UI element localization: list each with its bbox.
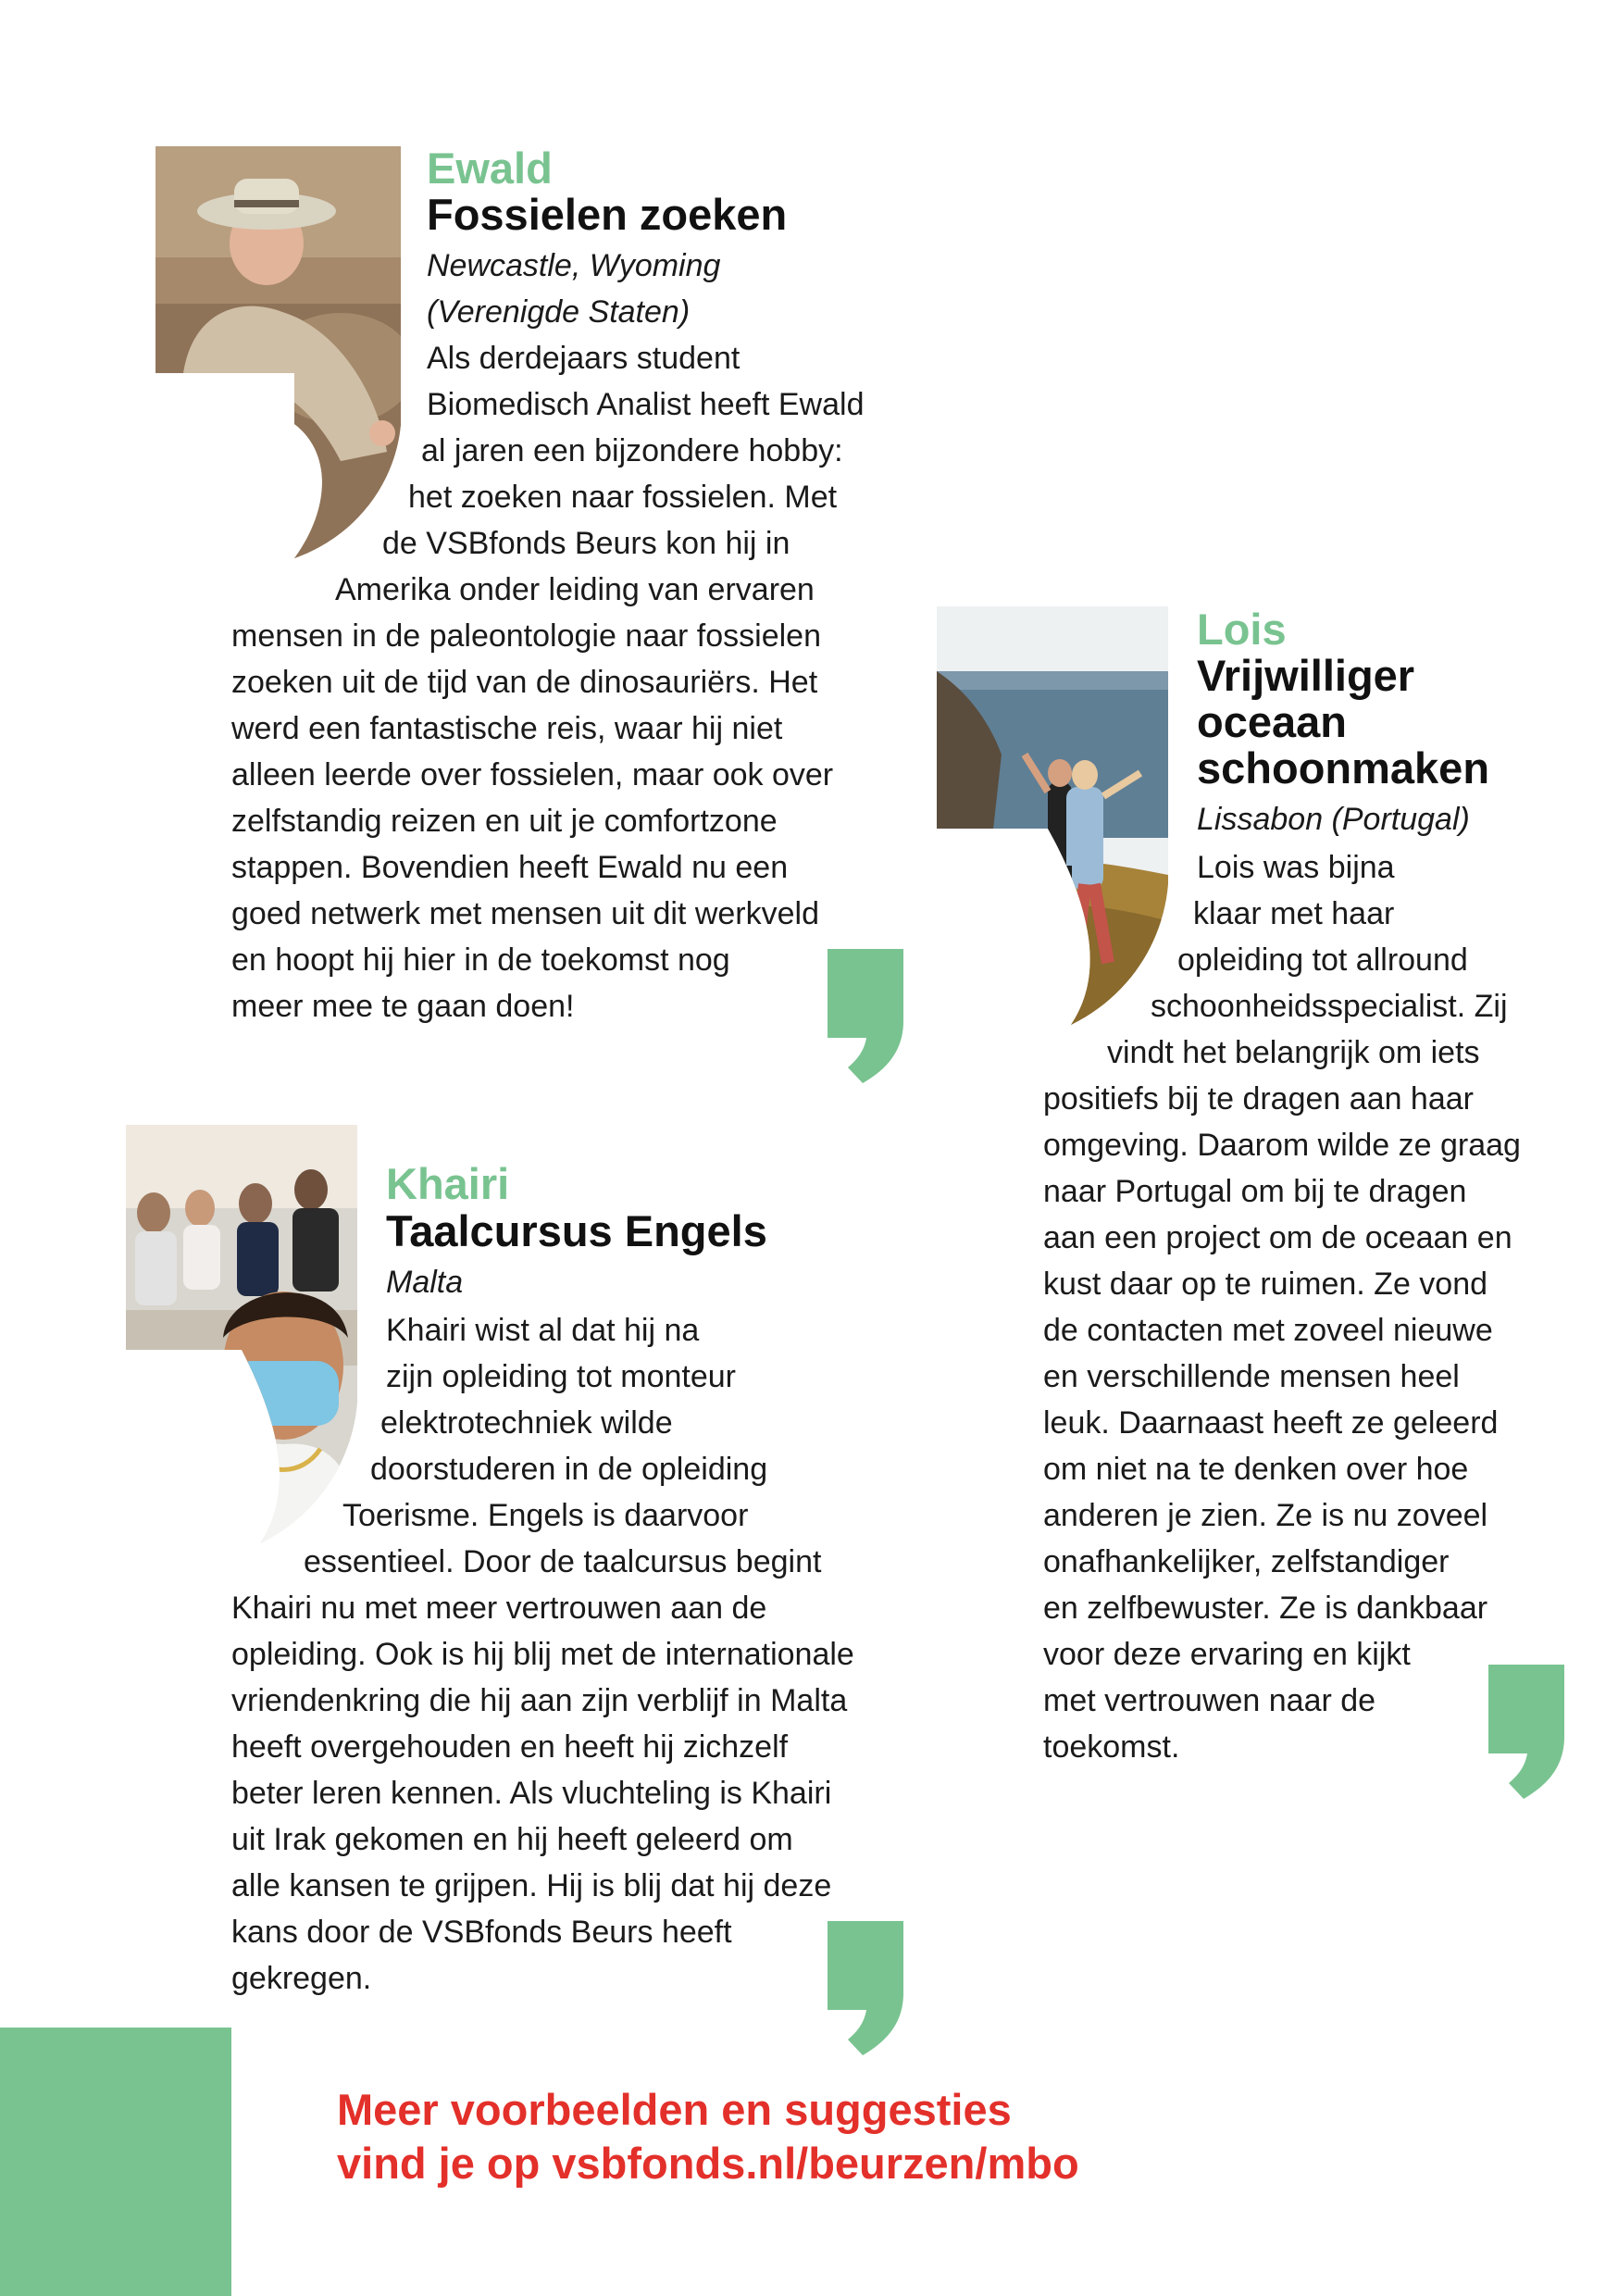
- cta-line-1: Meer voorbeelden en suggesties: [337, 2085, 1012, 2134]
- khairi-body: Khairi wist al dat hij na zijn opleiding tot monteur elektrotechniek wilde doorstuderen in de opleiding Toerisme. Engels is daarvoor essentieel. Door de taalcursus begint Khairi nu met meer vertrouwen aan de opleiding. Ook is hij blij met de internationale vriendenkring die hij aan zijn verblijf in Malta heeft overgehouden en heeft hij zichzelf beter leren kennen. Als vluchteling is Khairi uit Irak gekomen en hij heeft geleerd om alle kansen te grijpen. Hij is blij dat hij deze kans door de VSBfonds Beurs heeft gekregen.: [231, 1313, 854, 1996]
- lois-body: Lois was bijna klaar met haar opleiding tot allround schoonheidsspecialist. Zij vindt het belangrijk om iets positiefs bij te dragen aan haar omgeving. Daarom wilde ze graag naar Portugal om bij te dragen aan een project om de oceaan en kust daar op te ruimen. Ze vond de contacten met zoveel nieuwe en verschillende mensen heel leuk. Daarnaast heeft ze geleerd om niet na te denken over hoe anderen je zien. Ze is nu zoveel onafhankelijker, zelfstandiger en zelfbewuster. Ze is dankbaar voor deze ervaring en kijkt met vertrouwen naar de toekomst.: [1043, 850, 1521, 1765]
- khairi-title: Taalcursus Engels: [386, 1206, 767, 1255]
- green-corner-block: [0, 2028, 231, 2296]
- lois-name: Lois: [1197, 605, 1287, 654]
- ewald-title: Fossielen zoeken: [427, 190, 788, 239]
- cta-link[interactable]: vind je op vsbfonds.nl/beurzen/mbo: [337, 2139, 1079, 2188]
- khairi-location: Malta: [386, 1265, 464, 1300]
- quote-mark-icon: [1485, 1665, 1568, 1799]
- lois-location: Lissabon (Portugal): [1197, 802, 1470, 837]
- khairi-name: Khairi: [386, 1159, 510, 1208]
- quote-mark-icon: [824, 1921, 907, 2055]
- ewald-name: Ewald: [427, 144, 553, 193]
- ewald-body: Als derdejaars student Biomedisch Analist heeft Ewald al jaren een bijzondere hobby: het zoeken naar fossielen. Met de VSBfonds Beurs kon hij in Amerika onder leiding van ervaren mensen in de paleontologie naar fossielen zoeken uit de tijd van de dinosauriërs. Het werd een fantastische reis, waar hij niet alleen leerde over fossielen, maar ook over zelfstandig reizen en uit je comfortzone stappen. Bovendien heeft Ewald nu een goed netwerk met mensen uit dit werkveld en hoopt hij hier in de toekomst nog meer mee te gaan doen!: [231, 341, 865, 1024]
- cta-text: [337, 2083, 1079, 2190]
- lois-title: Vrijwilliger oceaan schoonmaken: [1197, 651, 1490, 792]
- ewald-location: Newcastle, Wyoming (Verenigde Staten): [427, 248, 721, 330]
